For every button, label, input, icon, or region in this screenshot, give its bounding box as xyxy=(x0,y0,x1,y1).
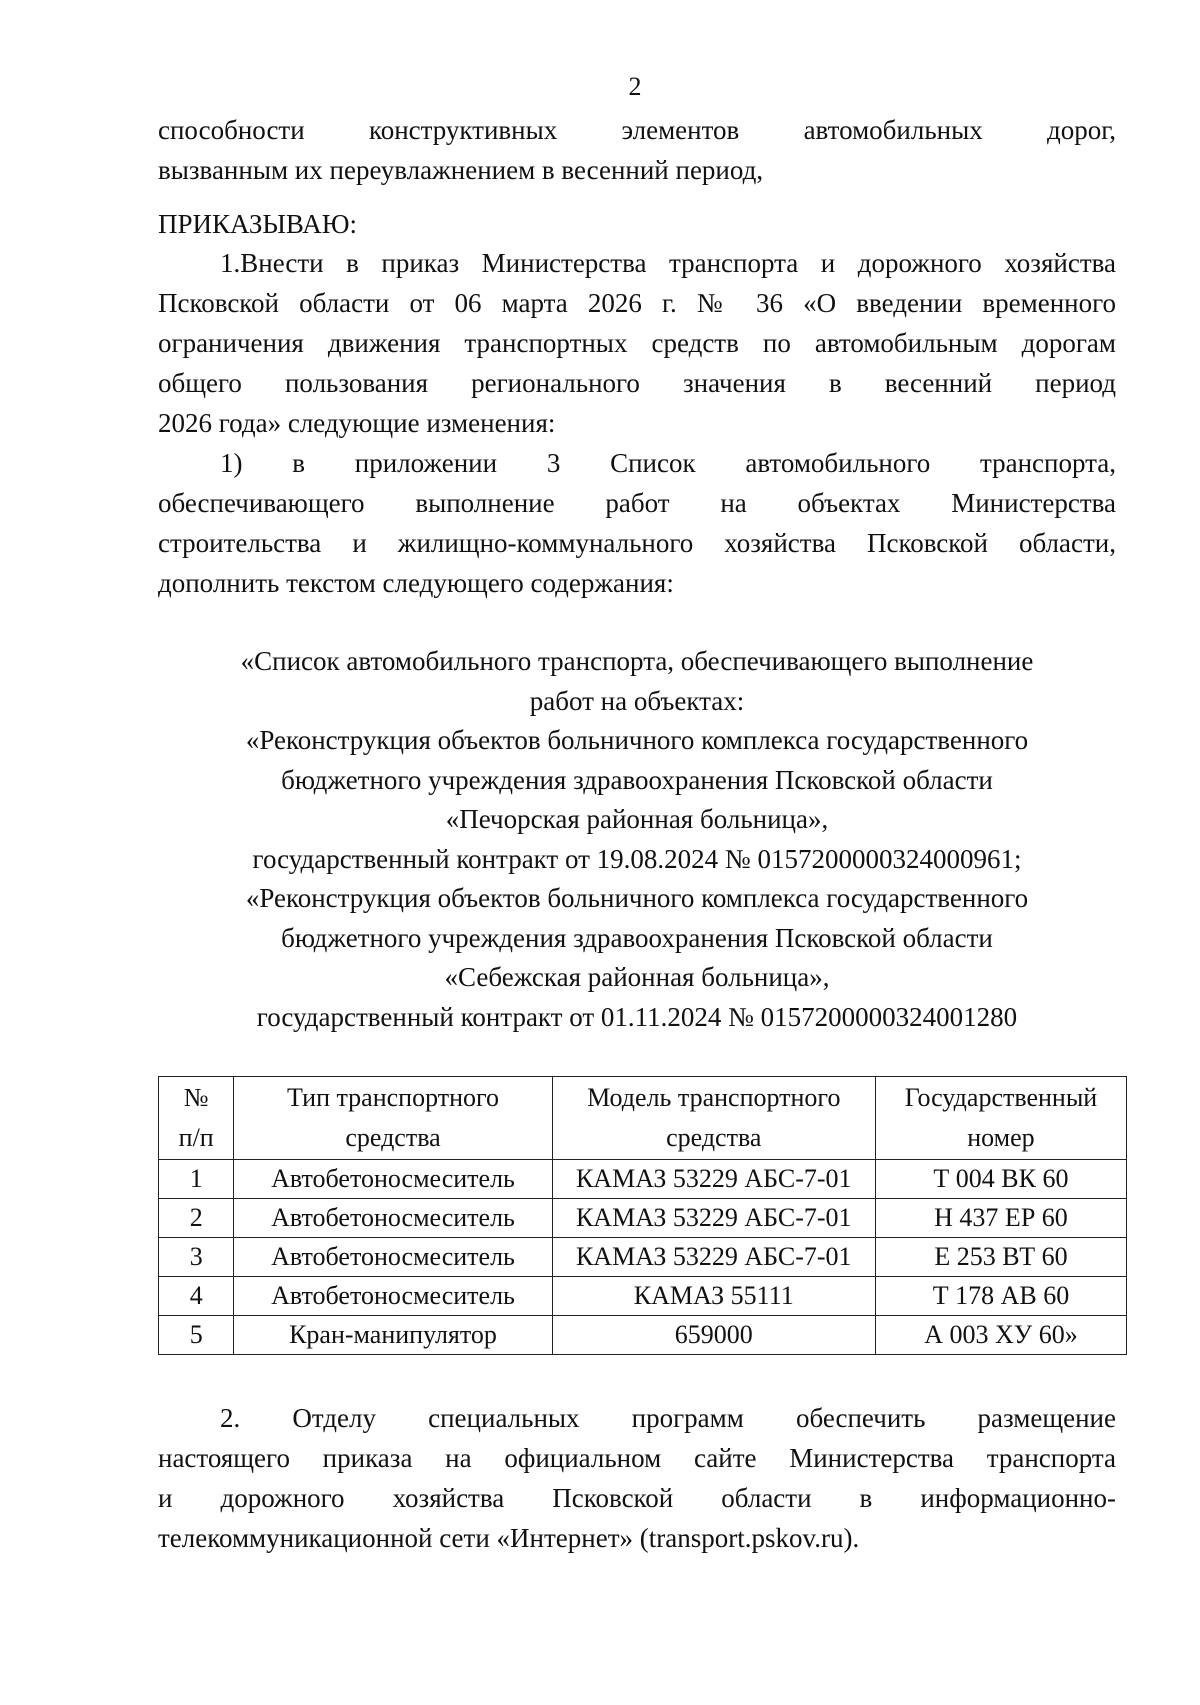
subitem-1-paragraph xyxy=(158,443,1116,603)
table-row xyxy=(159,1277,1127,1316)
cell-vehicle-model: КАМАЗ 53229 АБС-7-01 xyxy=(552,1160,875,1199)
cell-vehicle-model: КАМАЗ 53229 АБС-7-01 xyxy=(552,1199,875,1238)
heading-line: бюджетного учреждения здравоохранения Псковской области xyxy=(281,922,993,953)
page-number: 2 xyxy=(628,72,642,101)
header-vehicle-model: Модель транспортного средства xyxy=(552,1077,875,1160)
heading-line: «Печорская районная больница», xyxy=(445,804,829,834)
intro-line-2: вызванным их переувлажнением в весенний период, xyxy=(158,155,764,185)
table-row xyxy=(159,1160,1127,1199)
heading-line: бюджетного учреждения здравоохранения Псковской области xyxy=(281,764,993,795)
cell-number: 2 xyxy=(159,1199,234,1238)
cell-vehicle-type: Автобетоносмеситель xyxy=(234,1238,552,1277)
cell-number: 1 xyxy=(159,1160,234,1199)
table-row xyxy=(159,1316,1127,1355)
header-registration-number: Государственный номер xyxy=(875,1077,1126,1160)
cell-vehicle-model: КАМАЗ 53229 АБС-7-01 xyxy=(552,1238,875,1277)
subitem-1-line: обеспечивающего выполнение работ на объектах Министерства xyxy=(158,488,1116,518)
intro-paragraph xyxy=(158,110,1116,190)
item-1-line: 1.Внести в приказ Министерства транспорта и дорожного хозяйства xyxy=(220,248,1116,278)
heading-line: «Список автомобильного транспорта, обеспечивающего выполнение xyxy=(240,646,1034,676)
heading-line: «Реконструкция объектов больничного комплекса государственного xyxy=(245,725,1029,755)
intro-line-1: способности конструктивных элементов автомобильных дорог, xyxy=(158,115,1117,145)
item-1-last-line: 2026 года» следующие изменения: xyxy=(158,408,556,438)
subitem-1-last-line: дополнить текстом следующего содержания: xyxy=(158,568,674,598)
cell-number: 5 xyxy=(159,1316,234,1355)
item-1-line: ограничения движения транспортных средств по автомобильным дорогам xyxy=(158,328,1116,358)
item-2-last-line: телекоммуникационной сети «Интернет» (transport.pskov.ru). xyxy=(158,1523,860,1553)
heading-line: работ на объектах: xyxy=(529,685,745,716)
cell-number: 4 xyxy=(159,1277,234,1316)
heading-line: «Себежская районная больница», xyxy=(444,962,830,992)
item-1-line: Псковской области от 06 марта 2026 г. № 36 «О введении временного xyxy=(158,288,1116,318)
item-1-paragraph xyxy=(158,243,1116,443)
header-vehicle-type: Тип транспортного средства xyxy=(234,1077,552,1160)
cell-vehicle-type: Автобетоносмеситель xyxy=(234,1160,552,1199)
cell-vehicle-type: Автобетоносмеситель xyxy=(234,1199,552,1238)
cell-number: 3 xyxy=(159,1238,234,1277)
table-row xyxy=(159,1199,1127,1238)
subitem-1-line: 1) в приложении 3 Список автомобильного транспорта, xyxy=(220,448,1116,478)
cell-registration-number: Т 004 ВК 60 xyxy=(875,1160,1126,1199)
subitem-1-line: строительства и жилищно-коммунального хозяйства Псковской области, xyxy=(158,528,1116,558)
cell-vehicle-model: 659000 xyxy=(552,1316,875,1355)
header-number: № п/п xyxy=(159,1077,234,1160)
table-row xyxy=(159,1238,1127,1277)
cell-vehicle-model: КАМАЗ 55111 xyxy=(552,1277,875,1316)
cell-vehicle-type: Кран-манипулятор xyxy=(234,1316,552,1355)
cell-registration-number: Т 178 АВ 60 xyxy=(875,1277,1126,1316)
order-word: ПРИКАЗЫВАЮ: xyxy=(158,209,357,239)
item-1-line: общего пользования регионального значения в весенний период xyxy=(158,368,1116,398)
heading-line: государственный контракт от 01.11.2024 № 0157200000324001280 xyxy=(256,1001,1018,1032)
item-2-line: 2. Отделу специальных программ обеспечить размещение xyxy=(220,1403,1116,1433)
cell-registration-number: Е 253 ВТ 60 xyxy=(875,1238,1126,1277)
vehicle-table xyxy=(158,1076,1127,1355)
vehicle-list-heading xyxy=(158,642,1116,1037)
item-2-paragraph xyxy=(158,1398,1116,1558)
item-2-line: и дорожного хозяйства Псковской области в информационно- xyxy=(158,1483,1116,1513)
table-header-row xyxy=(159,1077,1127,1160)
heading-line: «Реконструкция объектов больничного комплекса государственного xyxy=(245,883,1029,913)
cell-registration-number: Н 437 ЕР 60 xyxy=(875,1199,1126,1238)
heading-line: государственный контракт от 19.08.2024 № 0157200000324000961; xyxy=(252,843,1022,874)
cell-vehicle-type: Автобетоносмеситель xyxy=(234,1277,552,1316)
item-2-line: настоящего приказа на официальном сайте Министерства транспорта xyxy=(158,1443,1116,1473)
cell-registration-number: А 003 ХУ 60» xyxy=(875,1316,1126,1355)
